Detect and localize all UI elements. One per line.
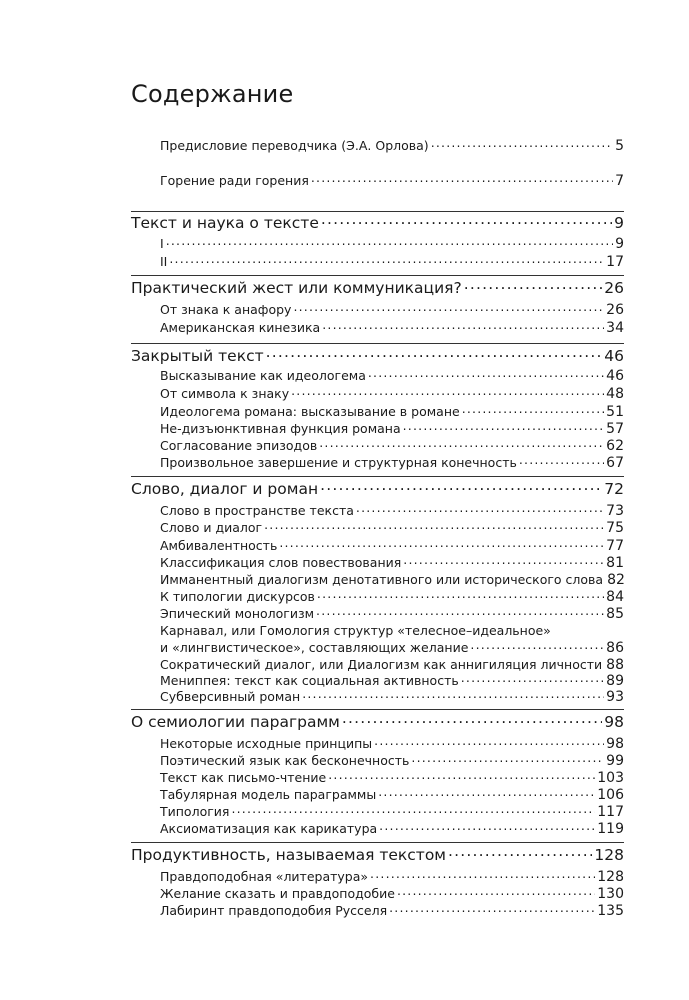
toc-entry-first-line: Карнавал, или Гомология структур «телесное–идеальное» <box>160 623 551 638</box>
toc-entry: и «лингвистическое», составляющих желание ..... 86 <box>160 639 624 656</box>
toc-entry: Согласование эпизодов ..... 62 <box>160 437 624 454</box>
toc-entry: Лабиринт правдоподобия Русселя ..... 135 <box>160 902 624 919</box>
toc-entry: К типологии дискурсов ..... 84 <box>160 588 624 605</box>
toc-entry: Классификация слов повествования ..... 81 <box>160 554 624 571</box>
toc-entry: Правдоподобная «литература» ..... 128 <box>160 868 624 885</box>
section-divider <box>131 842 624 843</box>
toc-entry: Эпический монологизм ..... 85 <box>160 605 624 622</box>
toc-entry: От символа к знаку ..... 48 <box>160 385 624 402</box>
page-title: Содержание <box>131 80 294 108</box>
toc-entry: Слово и диалог ..... 75 <box>160 519 624 536</box>
toc-entry: Слово в пространстве текста ..... 73 <box>160 502 624 519</box>
toc-entry: Субверсивный роман ..... 93 <box>160 688 624 705</box>
toc-section: Закрытый текст ..... 46 <box>131 345 624 365</box>
toc-section: О семиологии параграмм ..... 98 <box>131 711 624 731</box>
section-divider <box>131 476 624 477</box>
toc-section: Практический жест или коммуникация? ..... 26 <box>131 277 624 297</box>
toc-entry: Амбивалентность ..... 77 <box>160 537 624 554</box>
toc-entry: Сократический диалог, или Диалогизм как аннигиляция личности ..... 88 <box>160 656 624 673</box>
toc-entry: I ..... 9 <box>160 235 624 252</box>
toc-entry: Американская кинезика ..... 34 <box>160 319 624 336</box>
toc-entry: Текст как письмо-чтение ..... 103 <box>160 769 624 786</box>
toc-entry: Поэтический язык как бесконечность ..... 99 <box>160 752 624 769</box>
toc-entry: II ..... 17 <box>160 253 624 270</box>
section-divider <box>131 275 624 276</box>
toc-entry: Не-дизъюнктивная функция романа ..... 57 <box>160 420 624 437</box>
toc-section: Слово, диалог и роман ..... 72 <box>131 478 624 498</box>
toc-section: Продуктивность, называемая текстом ..... 128 <box>131 844 624 864</box>
toc-entry: Желание сказать и правдоподобие ..... 130 <box>160 885 624 902</box>
toc-entry: Идеологема романа: высказывание в романе ..... 51 <box>160 403 624 420</box>
section-divider <box>131 709 624 710</box>
toc-entry: Имманентный диалогизм денотативного или исторического слова 82 <box>160 571 625 588</box>
toc-entry: Произвольное завершение и структурная конечность ..... 67 <box>160 454 624 471</box>
toc-entry: Аксиоматизация как карикатура ..... 119 <box>160 820 624 837</box>
toc-entry: Предисловие переводчика (Э.А. Орлова) ..... 5 <box>160 137 624 154</box>
toc-entry: Горение ради горения ..... 7 <box>160 172 624 189</box>
toc-section: Текст и наука о тексте ..... 9 <box>131 212 624 232</box>
toc-entry: От знака к анафору ..... 26 <box>160 301 624 318</box>
toc-entry: Некоторые исходные принципы ..... 98 <box>160 735 624 752</box>
section-divider <box>131 343 624 344</box>
toc-entry: Мениппея: текст как социальная активность ..... 89 <box>160 672 624 689</box>
toc-entry: Типология ..... 117 <box>160 803 624 820</box>
toc-entry: Высказывание как идеологема ..... 46 <box>160 367 624 384</box>
toc-entry: Табулярная модель параграммы ..... 106 <box>160 786 624 803</box>
